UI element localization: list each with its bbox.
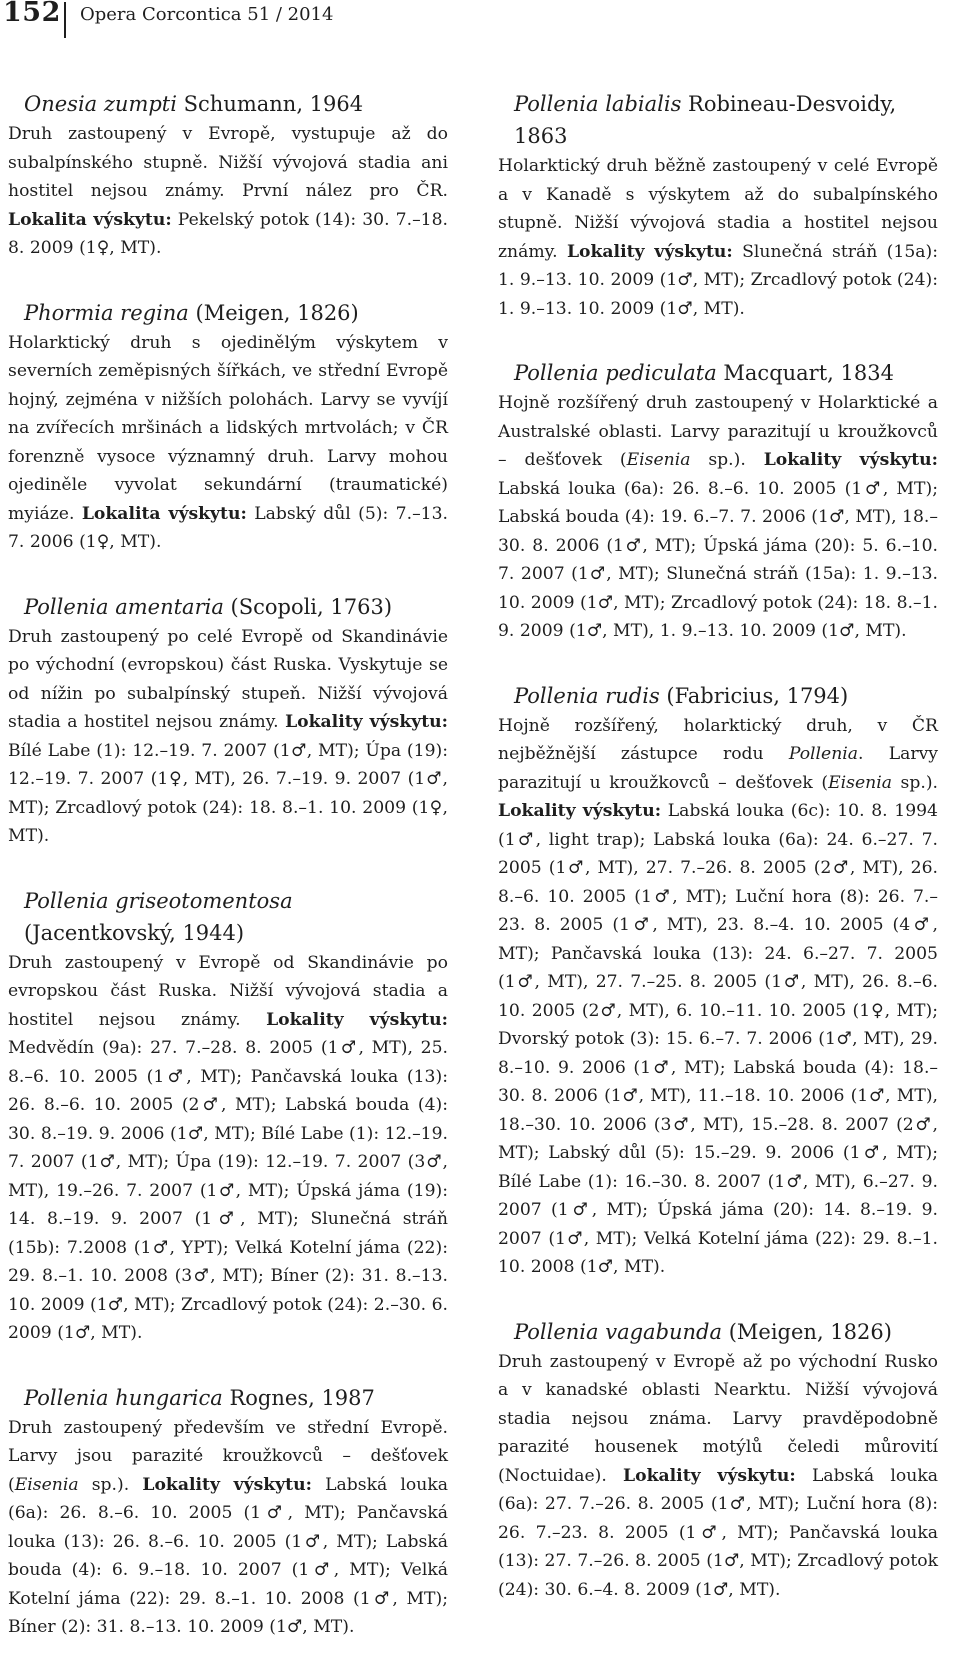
genus-name: Eisenia — [14, 1474, 79, 1495]
species-description — [498, 712, 938, 1282]
genus-name: Eisenia — [828, 772, 892, 793]
species-authority: (Jacentkovský, 1944) — [24, 920, 245, 945]
description-text: Hojně rozšířený druh zastoupený v Holarktické a Australské oblasti. Larvy parazitují u kroužkovců – dešťovek ( — [498, 393, 938, 470]
species-description — [8, 120, 448, 263]
species-name: Phormia regina — [24, 300, 189, 325]
description-text: Holarktický druh s ojedinělým výskytem v severních zeměpisných šířkách, ve střední Evropě hojný, zejména v nižších polohách. Larvy se vyvíjí na zvířecích mršinách a lidských mrtvolách; v ČR forenzně vysoce významný druh. Larvy mohou ojediněle vyvolat sekundární (traumatické) myiáze. — [8, 332, 448, 524]
locality-label: Lokalita výskytu: — [81, 503, 247, 524]
locality-label: Lokality výskytu: — [285, 712, 449, 732]
description-text: Hojně rozšířený, holarktický druh, v ČR nejběžnější zástupce rodu — [498, 715, 938, 764]
species-heading — [514, 1316, 938, 1348]
description-text: Druh zastoupený v Evropě od Skandinávie po evropskou část Ruska. Nižší vývojová stadia a hostitel nejsou známy. — [8, 952, 448, 1030]
species-entry — [498, 88, 938, 323]
page-number: 152 — [3, 0, 61, 28]
species-entry — [8, 1382, 448, 1642]
species-heading — [24, 88, 448, 120]
description-text: Holarktický druh běžně zastoupený v celé Evropě a v Kanadě s výskytem až do subalpínského stupně. Nižší vývojová stadia a hostitel nejsou známy. — [498, 156, 938, 262]
species-heading — [24, 297, 448, 329]
species-heading — [24, 885, 448, 949]
description-text: Druh zastoupený především ve střední Evropě. Larvy jsou parazité kroužkovců – dešťovek ( — [8, 1417, 448, 1495]
species-description — [8, 949, 448, 1348]
page-header — [0, 0, 960, 40]
description-text: . Larvy parazitují u kroužkovců – dešťovek ( — [498, 744, 938, 793]
locality-label: Lokality výskytu: — [763, 450, 938, 470]
species-entry — [8, 88, 448, 263]
species-description — [8, 329, 448, 557]
species-authority: (Scopoli, 1763) — [223, 594, 393, 619]
description-text: sp.). — [690, 450, 764, 470]
locality-label: Lokalita výskytu: — [8, 209, 172, 230]
species-authority: (Meigen, 1826) — [722, 1319, 892, 1344]
description-text: sp.). — [891, 772, 938, 793]
species-authority: Robineau-Desvoidy, 1863 — [514, 92, 897, 148]
species-description — [8, 623, 448, 851]
description-text: Druh zastoupený v Evropě až po východní Rusko a v kanadské oblasti Nearktu. Nižší vývojová stadia nejsou známa. Larvy pravděpodobně parazité housenek motýlů čeledi můrovití (Noctuidae). — [498, 1351, 938, 1486]
species-entry — [498, 357, 938, 646]
header-divider — [64, 2, 66, 38]
species-heading — [24, 591, 448, 623]
genus-name: Eisenia — [626, 450, 691, 470]
species-description — [498, 152, 938, 323]
species-name: Pollenia pediculata — [514, 361, 717, 385]
locality-text: Labská louka (6a): 26. 8.–6. 10. 2005 (1♂, MT); Pančavská louka (13): 26. 8.–6. 10. 2005 (1♂, MT); Labská bouda (4): 6. 9.–18. 10. 2007 (1♂, MT); Velká Kotelní jáma (22): 29. 8.–1. 10. 2008 (1♂, MT); Bíner (2): 31. 8.–13. 10. 2009 (1♂, MT). — [8, 1474, 448, 1637]
genus-name: Pollenia — [788, 744, 859, 764]
species-authority: Schumann, 1964 — [176, 92, 364, 116]
species-name: Pollenia labialis — [514, 92, 682, 116]
species-name: Pollenia vagabunda — [514, 1319, 723, 1344]
locality-text: Slunečná stráň (15a): 1. 9.–13. 10. 2009 (1♂, MT); Zrcadlový potok (24): 1. 9.–13. 10. 2009 (1♂, MT). — [498, 241, 939, 319]
species-entry — [8, 885, 448, 1348]
species-entry — [498, 680, 938, 1282]
locality-text: Bílé Labe (1): 12.–19. 7. 2007 (1♂, MT); Úpa (19): 12.–19. 7. 2007 (1♀, MT), 26. 7.–19. 9. 2007 (1♂, MT); Zrcadlový potok (24): 18. 8.–1. 10. 2009 (1♀, MT). — [8, 740, 448, 846]
species-authority: Rognes, 1987 — [222, 1385, 375, 1410]
species-name: Onesia zumpti — [24, 92, 177, 116]
description-text: sp.). — [78, 1474, 143, 1495]
species-name: Pollenia rudis — [514, 683, 660, 708]
locality-label: Lokality výskytu: — [623, 1465, 796, 1486]
description-text: Druh zastoupený v Evropě, vystupuje až do subalpínského stupně. Nižší vývojová stadia ani hostitel nejsou známy. První nález pro ČR. — [8, 124, 448, 201]
left-column — [8, 88, 448, 1676]
locality-text: Labská louka (6a): 26. 8.–6. 10. 2005 (1♂, MT); Labská bouda (4): 19. 6.–7. 7. 2006 (1♂, MT), 18.–30. 8. 2006 (1♂, MT); Úpská jáma (20): 5. 6.–10. 7. 2007 (1♂, MT); Slunečná stráň (15a): 1. 9.–13. 10. 2009 (1♂, MT); Zrcadlový potok (24): 18. 8.–1. 9. 2009 (1♂, MT), 1. 9.–13. 10. 2009 (1♂, MT). — [498, 478, 938, 641]
species-entry — [8, 297, 448, 557]
species-entry — [8, 591, 448, 851]
species-name: Pollenia griseotomentosa — [24, 888, 293, 913]
species-heading — [24, 1382, 448, 1414]
species-name: Pollenia amentaria — [24, 594, 224, 619]
locality-text: Labská louka (6a): 27. 7.–26. 8. 2005 (1♂, MT); Luční hora (8): 26. 7.–23. 8. 2005 (1♂, MT); Pančavská louka (13): 27. 7.–26. 8. 2005 (1♂, MT); Zrcadlový potok (24): 30. 6.–4. 8. 2009 (1♂, MT). — [498, 1465, 938, 1600]
species-description — [8, 1414, 448, 1642]
locality-text: Pekelský potok (14): 30. 7.–18. 8. 2009 (1♀, MT). — [8, 209, 448, 258]
species-name: Pollenia hungarica — [24, 1385, 223, 1410]
species-entry — [498, 1316, 938, 1605]
locality-label: Lokality výskytu: — [498, 801, 662, 821]
species-description — [498, 1348, 938, 1605]
locality-label: Lokality výskytu: — [266, 1009, 448, 1030]
journal-title: Opera Corcontica 51 / 2014 — [80, 4, 334, 25]
species-heading — [514, 357, 938, 389]
locality-label: Lokality výskytu: — [566, 241, 733, 262]
locality-text: Medvědín (9a): 27. 7.–28. 8. 2005 (1♂, MT), 25. 8.–6. 10. 2005 (1♂, MT); Pančavská louka (13): 26. 8.–6. 10. 2005 (2♂, MT); Labská bouda (4): 30. 8.–19. 9. 2006 (1♂, MT); Bílé Labe (1): 12.–19. 7. 2007 (1♂, MT); Úpa (19): 12.–19. 7. 2007 (3♂, MT), 19.–26. 7. 2007 (1♂, MT); Úpská jáma (19): 14. 8.–19. 9. 2007 (1♂, MT); Slunečná stráň (15b): 7.2008 (1♂, YPT); Velká Kotelní jáma (22): 29. 8.–1. 10. 2008 (3♂, MT); Bíner (2): 31. 8.–13. 10. 2009 (1♂, MT); Zrcadlový potok (24): 2.–30. 6. 2009 (1♂, MT). — [8, 1038, 448, 1343]
description-text: Druh zastoupený po celé Evropě od Skandinávie po východní (evropskou) část Ruska. Vyskytuje se od nížin po subalpínský stupeň. Nižší vývojová stadia a hostitel nejsou známy. — [8, 626, 448, 732]
species-authority: Macquart, 1834 — [716, 361, 894, 385]
species-authority: (Meigen, 1826) — [188, 300, 359, 325]
species-description — [498, 389, 938, 646]
species-authority: (Fabricius, 1794) — [659, 683, 849, 708]
right-column — [498, 88, 938, 1638]
species-heading — [514, 680, 938, 712]
locality-text: Labský důl (5): 7.–13. 7. 2006 (1♀, MT). — [8, 503, 449, 552]
locality-text: Labská louka (6c): 10. 8. 1994 (1♂, light trap); Labská louka (6a): 24. 6.–27. 7. 2005 (1♂, MT), 27. 7.–26. 8. 2005 (2♂, MT), 26. 8.–6. 10. 2005 (1♂, MT); Luční hora (8): 26. 7.–23. 8. 2005 (1♂, MT), 23. 8.–4. 10. 2005 (4♂, MT); Pančavská louka (13): 24. 6.–27. 7. 2005 (1♂, MT), 27. 7.–25. 8. 2005 (1♂, MT), 26. 8.–6. 10. 2005 (2♂, MT), 6. 10.–11. 10. 2005 (1♀, MT); Dvorský potok (3): 15. 6.–7. 7. 2006 (1♂, MT), 29. 8.–10. 9. 2006 (1♂, MT); Labská bouda (4): 18.–30. 8. 2006 (1♂, MT), 11.–18. 10. 2006 (1♂, MT), 18.–30. 10. 2006 (3♂, MT), 15.–28. 8. 2007 (2♂, MT); Labský důl (5): 15.–29. 9. 2006 (1♂, MT); Bílé Labe (1): 16.–30. 8. 2007 (1♂, MT), 6.–27. 9. 2007 (1♂, MT); Úpská jáma (20): 14. 8.–19. 9. 2007 (1♂, MT); Velká Kotelní jáma (22): 29. 8.–1. 10. 2008 (1♂, MT). — [498, 801, 938, 1277]
species-heading — [514, 88, 938, 152]
locality-label: Lokality výskytu: — [142, 1474, 312, 1495]
